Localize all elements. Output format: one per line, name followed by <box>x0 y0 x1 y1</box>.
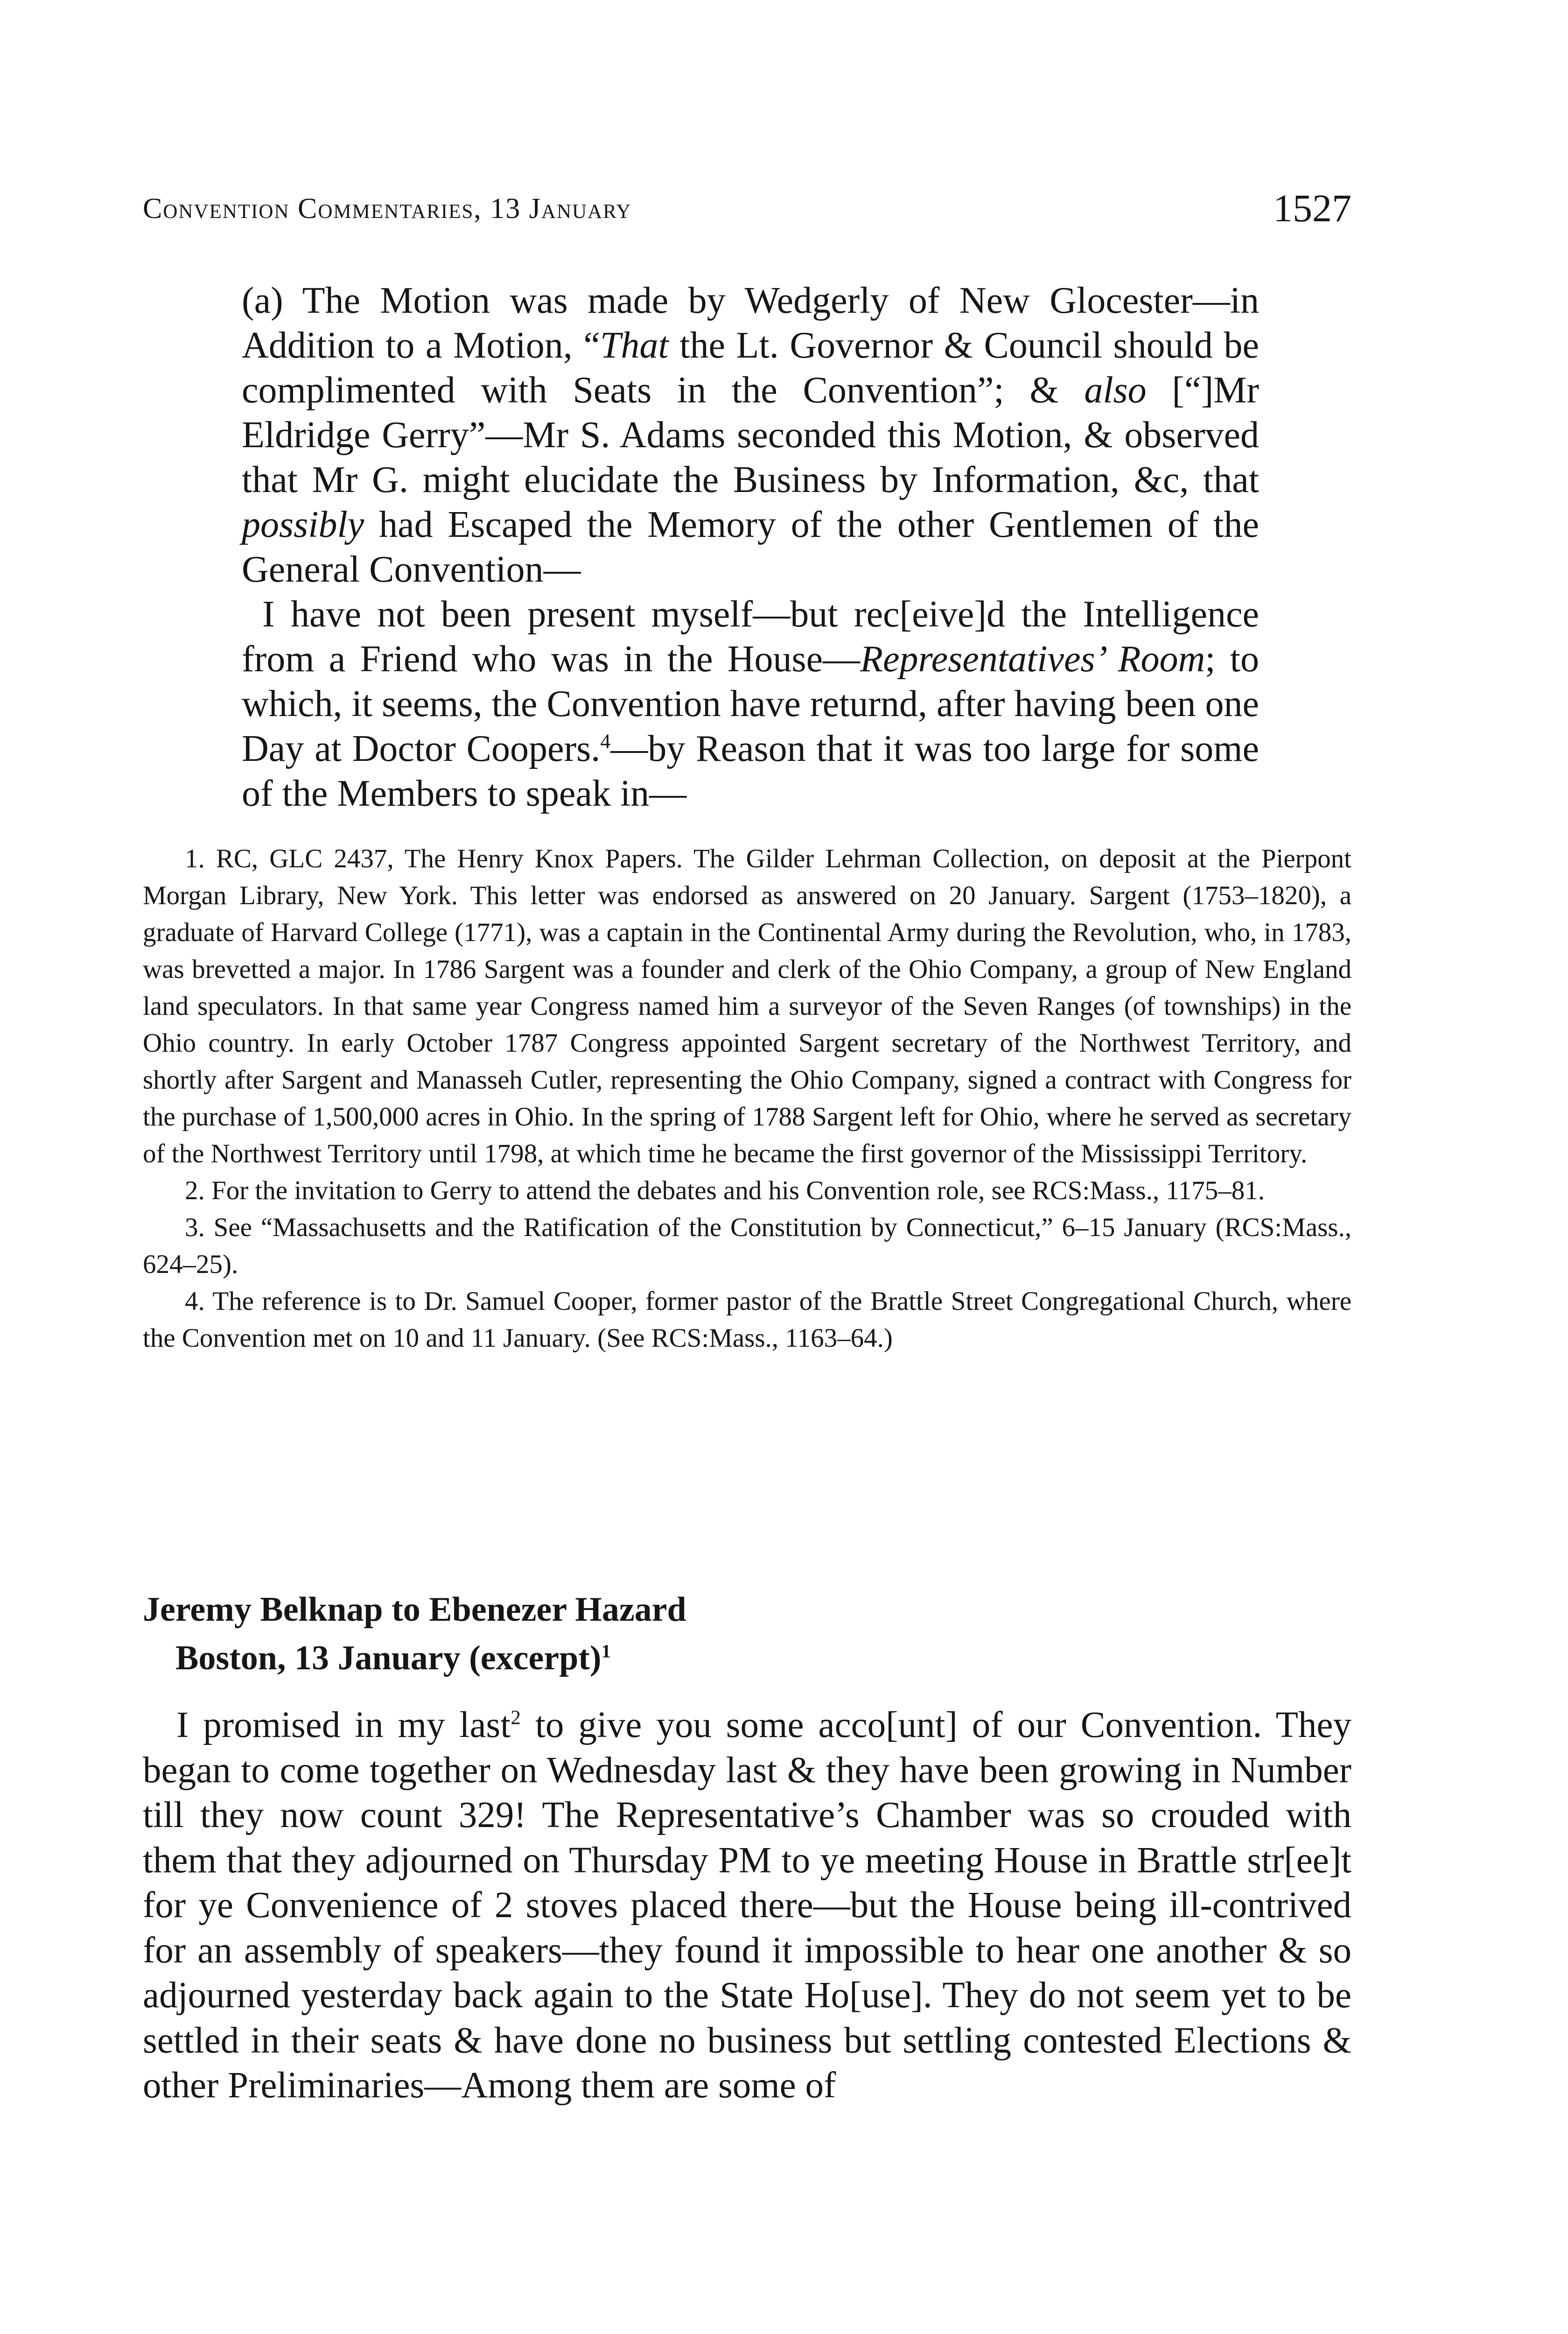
quote-italic-text: also <box>1084 370 1147 411</box>
running-head <box>143 187 1351 248</box>
heading-line-1: Jeremy Belknap to Ebenezer Hazard <box>143 1590 686 1629</box>
footnote-1: 1. RC, GLC 2437, The Henry Knox Papers. The Gilder Lehrman Collection, on deposit at the Pierpont Morgan Library, New York. This letter was endorsed as answered on 20 January. Sargent (1753–1820), a graduate of Harvard College (1771), was a captain in the Continental Army during the Revolution, who, in 1783, was brevetted a major. In 1786 Sargent was a founder and clerk of the Ohio Company, a group of New England land speculators. In that same year Congress named him a surveyor of the Seven Ranges (of townships) in the Ohio country. In early October 1787 Congress appointed Sargent secretary of the Northwest Territory, and shortly after Sargent and Manasseh Cutler, representing the Ohio Company, signed a contract with Congress for the purchase of 1,500,000 acres in Ohio. In the spring of 1788 Sargent left for Ohio, where he served as secretary of the Northwest Territory until 1798, at which time he became the first governor of the Mississippi Territory. <box>143 844 1351 1168</box>
quote-text: had Escaped the Memory of the other Gentlemen of the General Convention— <box>242 504 1259 590</box>
quote-text: —by Reason that it was too large for some of the Members to speak in— <box>242 728 1259 814</box>
quoted-letter-block <box>242 278 1259 816</box>
running-head-title: Convention Commentaries, 13 January <box>143 193 632 225</box>
body-text: I promised in my last <box>176 1705 511 1745</box>
footnote-4: 4. The reference is to Dr. Samuel Cooper, former pastor of the Brattle Street Congregational Church, where the Convention met on 10 and 11 January. (See RCS:Mass., 1163–64.) <box>143 1287 1351 1353</box>
quote-text: ; to which, it seems, the Convention have returnd, after having been one Day at Doctor Coopers. <box>242 639 1259 769</box>
quote-italic-text: That <box>600 325 669 366</box>
quote-text: I have not been present myself—but rec[eive]d the Intelligence from a Friend who was in the House— <box>242 594 1259 680</box>
quote-italic-text: possibly <box>242 504 364 545</box>
heading-line-2 <box>143 1634 1351 1682</box>
footnote-ref: 2 <box>511 1706 521 1729</box>
quote-italic-text: Representatives’ Room <box>860 639 1205 680</box>
quote-paragraph-1 <box>242 278 1259 592</box>
footnote-2: 2. For the invitation to Gerry to attend the debates and his Convention role, see RCS:Mass., 1175–81. <box>185 1176 1265 1205</box>
footnote-ref: 1 <box>601 1640 611 1662</box>
footnotes <box>143 840 1351 1357</box>
quote-text: [“]Mr Eldridge Gerry”—Mr S. Adams seconded this Motion, & observed that Mr G. might elucidate the Business by Information, &c, that <box>242 370 1259 500</box>
quote-text: the Lt. Governor & Council should be complimented with Seats in the Convention”; & <box>242 325 1260 411</box>
letter-paragraph <box>143 1703 1351 2109</box>
quote-text: (a) The Motion was made by Wedgerly of New Glocester—in Addition to a Motion, “ <box>242 280 1259 366</box>
quote-paragraph-2 <box>242 592 1259 816</box>
body-text: to give you some acco[unt] of our Convention. They began to come together on Wednesday last & they have been growing in Number till they now count 329! The Representative’s Chamber was so crouded with them that they adjourned on Thursday PM to ye meeting House in Brattle str[ee]t for ye Convenience of 2 stoves placed there—but the House being ill-contrived for an assembly of speakers—they found it impossible to hear one another & so adjourned yesterday back again to the State Ho[use]. They do not seem yet to be settled in their seats & have done no business but settling contested Elections & other Preliminaries—Among them are some of <box>143 1705 1351 2106</box>
letter-body <box>143 1703 1351 2109</box>
heading-place-date: Boston, 13 January (excerpt) <box>175 1639 602 1677</box>
document-heading <box>143 1585 1351 1682</box>
footnote-3: 3. See “Massachusetts and the Ratification of the Constitution by Connecticut,” 6–15 January (RCS:Mass., 624–25). <box>143 1213 1351 1279</box>
footnote-ref: 4 <box>600 730 611 753</box>
page-number: 1527 <box>1273 187 1351 230</box>
